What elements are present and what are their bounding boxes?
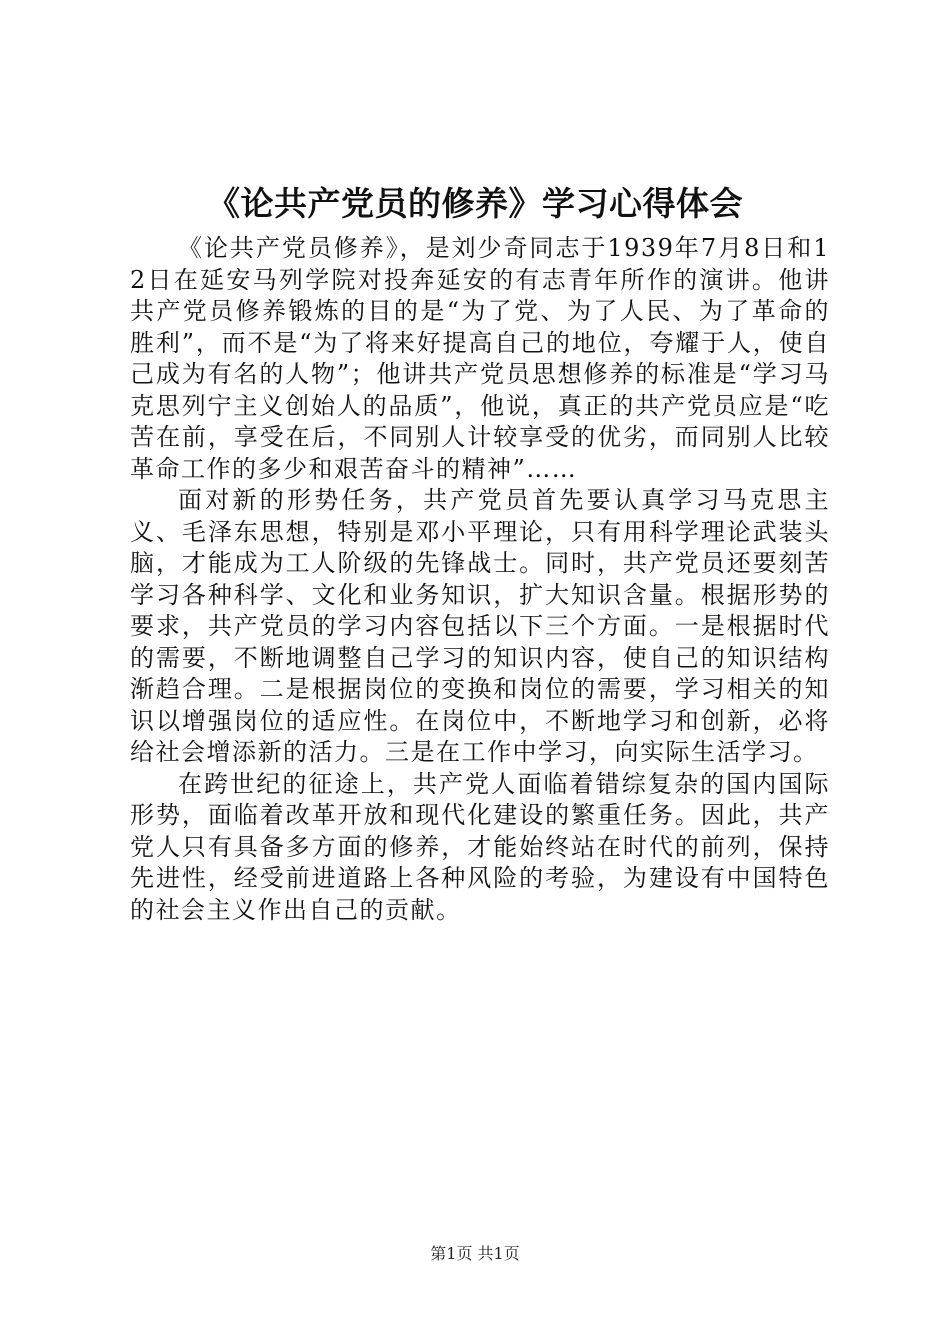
document-title: 《论共产党员的修养》学习心得体会 (207, 184, 743, 223)
paragraph-3: 在跨世纪的征途上，共产党人面临着错综复杂的国内国际形势，面临着改革开放和现代化建设的繁重任务。因此，共产党人只有具备多方面的修养，才能始终站在时代的前列，保持先进性，经受前进道路上各种风险的考验，为建设有中国特色的社会主义作出自己的贡献。 (130, 769, 830, 924)
paragraph-2: 面对新的形势任务，共产党员首先要认真学习马克思主义、毛泽东思想，特别是邓小平理论，只有用科学理论武装头脑，才能成为工人阶级的先锋战士。同时，共产党员还要刻苦学习各种科学、文化和业务知识，扩大知识含量。根据形势的要求，共产党员的学习内容包括以下三个方面。一是根据时代的需要，不断地调整自己学习的知识内容，使自己的知识结构渐趋合理。二是根据岗位的变换和岗位的需要，学习相关的知识以增强岗位的适应性。在岗位中，不断地学习和创新，必将给社会增添新的活力。三是在工作中学习，向实际生活学习。 (130, 486, 830, 766)
page-footer: 第1页 共1页 (430, 1244, 520, 1263)
document-body (130, 233, 830, 926)
paragraph-1: 《论共产党员修养》，是刘少奇同志于1939年7月8日和12日在延安马列学院对投奔延安的有志青年所作的演讲。他讲共产党员修养锻炼的目的是“为了党、为了人民、为了革命的胜利”，而不是“为了将来好提高自己的地位，夸耀于人，使自己成为有名的人物”；他讲共产党员思想修养的标准是“学习马克思列宁主义创始人的品质”，他说，真正的共产党员应是“吃苦在前，享受在后，不同别人计较享受的优劣，而同别人比较革命工作的多少和艰苦奋斗的精神”…… (130, 234, 830, 483)
